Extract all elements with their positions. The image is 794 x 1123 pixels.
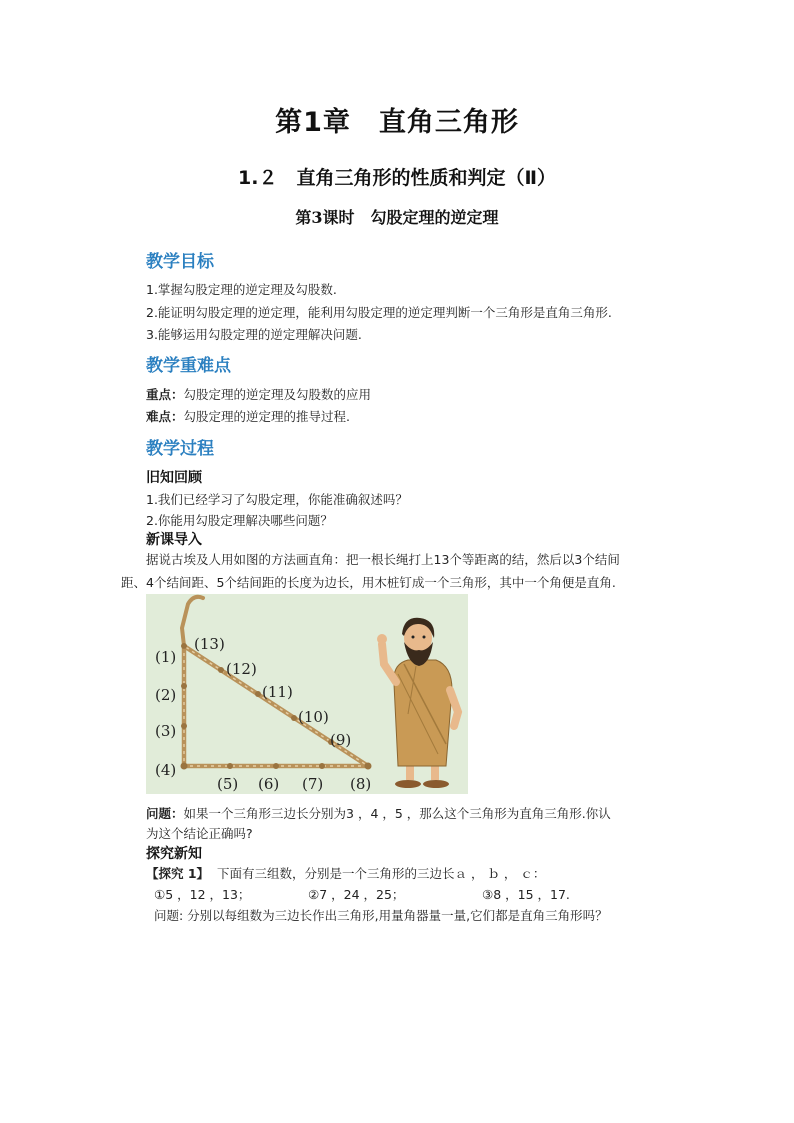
knot-label: (5) bbox=[217, 775, 239, 793]
egyptian-man-illustration bbox=[377, 618, 458, 788]
question-label: 问题： bbox=[146, 806, 184, 821]
knot-label: (11) bbox=[262, 683, 293, 701]
explore-line bbox=[146, 864, 545, 882]
explore-heading: 探究新知 bbox=[146, 846, 202, 862]
egyptian-rope-figure bbox=[146, 594, 468, 794]
key-label: 重点： bbox=[146, 387, 184, 402]
explore-label: 【探究 1】 bbox=[146, 866, 210, 881]
process-heading: 教学过程 bbox=[146, 439, 214, 459]
knot-label: (2) bbox=[155, 686, 177, 704]
question-line bbox=[146, 804, 611, 822]
rope-triangle-drawing bbox=[146, 594, 468, 794]
objective-item: 2.能证明勾股定理的逆定理，能利用勾股定理的逆定理判断一个三角形是直角三角形. bbox=[146, 305, 612, 320]
review-heading: 旧知回顾 bbox=[146, 470, 202, 486]
intro-line: 据说古埃及人用如图的方法画直角：把一根长绳打上13个等距离的结，然后以3个结间 bbox=[146, 552, 620, 567]
chapter-title: 第1章 直角三角形 bbox=[275, 107, 519, 138]
knot-label: (1) bbox=[155, 648, 177, 666]
knot-label: (12) bbox=[226, 660, 257, 678]
key-point-line bbox=[146, 385, 371, 403]
knot-label: (3) bbox=[155, 722, 177, 740]
knot-label: (6) bbox=[258, 775, 280, 793]
knot-label: (10) bbox=[298, 708, 329, 726]
key-points-heading: 教学重难点 bbox=[146, 356, 231, 376]
review-item: 1.我们已经学习了勾股定理，你能准确叙述吗？ bbox=[146, 492, 408, 507]
knot-label: (13) bbox=[194, 635, 225, 653]
explore-text: 下面有三组数，分别是一个三角形的三边长ａ ， ｂ ， ｃ： bbox=[217, 866, 546, 881]
group-1: ①5 ，12 ，13； bbox=[154, 887, 251, 902]
knot-label: (9) bbox=[330, 731, 352, 749]
group-3: ③8 ，15 ，17. bbox=[482, 887, 570, 902]
knot-label: (4) bbox=[155, 761, 177, 779]
knot-label: (7) bbox=[302, 775, 324, 793]
intro-line: 距、4个结间距、5个结间距的长度为边长，用木桩钉成一个三角形，其中一个角便是直角. bbox=[121, 575, 616, 590]
explore-question: 问题: 分别以每组数为三边长作出三角形,用量角器量一量,它们都是直角三角形吗？ bbox=[154, 908, 608, 923]
question-line: 为这个结论正确吗? bbox=[146, 826, 253, 841]
review-item: 2.你能用勾股定理解决哪些问题？ bbox=[146, 513, 333, 528]
knot-label: (8) bbox=[350, 775, 372, 793]
difficult-label: 难点： bbox=[146, 409, 184, 424]
difficult-text: 勾股定理的逆定理的推导过程. bbox=[183, 409, 350, 424]
intro-heading: 新课导入 bbox=[146, 532, 202, 548]
objective-item: 3.能够运用勾股定理的逆定理解决问题. bbox=[146, 327, 362, 342]
objective-item: 1.掌握勾股定理的逆定理及勾股数. bbox=[146, 282, 337, 297]
group-2: ②7 ，24 ，25； bbox=[308, 887, 405, 902]
question-text: 如果一个三角形三边长分别为3 ，4 ，5 ，那么这个三角形为直角三角形.你认 bbox=[183, 806, 611, 821]
difficult-point-line bbox=[146, 407, 350, 425]
section-title: 1.２ 直角三角形的性质和判定（Ⅱ） bbox=[238, 167, 556, 189]
key-text: 勾股定理的逆定理及勾股数的应用 bbox=[183, 387, 372, 402]
lesson-title: 第3课时 勾股定理的逆定理 bbox=[295, 208, 499, 227]
objectives-heading: 教学目标 bbox=[146, 252, 214, 272]
